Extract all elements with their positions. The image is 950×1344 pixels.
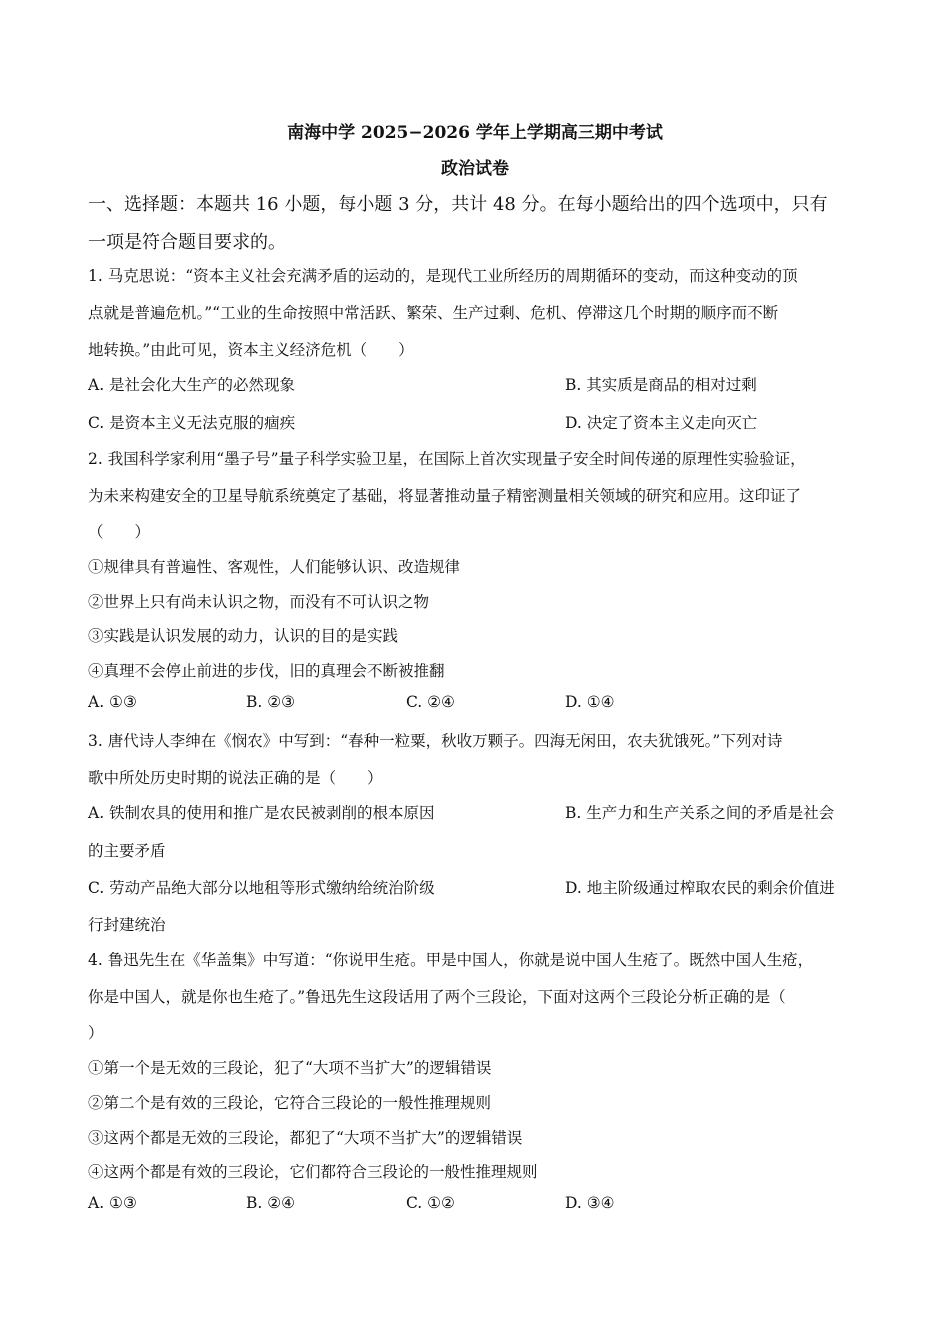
question-2-statement-4: ④真理不会停止前进的步伐，旧的真理会不断被推翻: [88, 662, 445, 680]
question-3-option-a: A. 铁制农具的使用和推广是农民被剥削的根本原因: [88, 804, 435, 822]
question-4-stem-line3: ）: [88, 1024, 104, 1042]
question-4-statement-1: ①第一个是无效的三段论，犯了“大项不当扩大”的逻辑错误: [88, 1059, 492, 1077]
question-1-option-c: C. 是资本主义无法克服的痼疾: [88, 414, 296, 432]
section-instruction-line1: 一、选择题：本题共 16 小题，每小题 3 分，共计 48 分。在每小题给出的四个选项中，只有: [88, 194, 828, 215]
question-2-option-d: D. ①④: [565, 693, 615, 711]
section-instruction-line2: 一项是符合题目要求的。: [88, 232, 286, 253]
question-4-option-b: B. ②④: [246, 1194, 296, 1212]
question-2-statement-3: ③实践是认识发展的动力，认识的目的是实践: [88, 627, 399, 645]
question-1-stem-line3: 地转换。”由此可见，资本主义经济危机（ ）: [88, 341, 414, 359]
question-2-option-a: A. ①③: [88, 693, 137, 711]
question-1-stem-line2: 点就是普遍危机。”“工业的生命按照中常活跃、繁荣、生产过剩、危机、停滞这几个时期的顺序而不断: [88, 304, 779, 322]
question-2-stem-line1: 2. 我国科学家利用“墨子号”量子科学实验卫星，在国际上首次实现量子安全时间传递的原理性实验验证，: [88, 450, 806, 468]
question-2-statement-2: ②世界上只有尚未认识之物，而没有不可认识之物: [88, 593, 430, 611]
question-4-stem-line2: 你是中国人，就是你也生疮了。”鲁迅先生这段话用了两个三段论，下面对这两个三段论分析正确的是（: [88, 988, 786, 1006]
question-4-option-d: D. ③④: [565, 1194, 615, 1212]
question-3-option-d: D. 地主阶级通过榨取农民的剩余价值进: [565, 879, 835, 897]
question-3-option-c: C. 劳动产品绝大部分以地租等形式缴纳给统治阶级: [88, 879, 435, 897]
question-2-statement-1: ①规律具有普遍性、客观性，人们能够认识、改造规律: [88, 558, 461, 576]
question-3-option-b-continued: 的主要矛盾: [88, 842, 166, 860]
question-2-option-b: B. ②③: [246, 693, 296, 711]
question-4-stem-line1: 4. 鲁迅先生在《华盖集》中写道：“你说甲生疮。甲是中国人，你就是说中国人生疮了。既然中国人生疮，: [88, 951, 814, 969]
question-3-option-d-continued: 行封建统治: [88, 916, 166, 934]
question-3-option-b: B. 生产力和生产关系之间的矛盾是社会: [565, 804, 835, 822]
question-3-stem-line1: 3. 唐代诗人李绅在《悯农》中写到：“春种一粒粟，秋收万颗子。四海无闲田，农夫犹饿死。”下列对诗: [88, 732, 783, 750]
question-4-option-a: A. ①③: [88, 1194, 137, 1212]
question-4-option-c: C. ①②: [406, 1194, 455, 1212]
question-4-statement-2: ②第二个是有效的三段论，它符合三段论的一般性推理规则: [88, 1094, 492, 1112]
question-1-option-a: A. 是社会化大生产的必然现象: [88, 376, 296, 394]
question-4-statement-3: ③这两个都是无效的三段论，都犯了“大项不当扩大”的逻辑错误: [88, 1129, 523, 1147]
exam-title: 南海中学 2025−2026 学年上学期高三期中考试: [287, 123, 663, 143]
question-4-statement-4: ④这两个都是有效的三段论，它们都符合三段论的一般性推理规则: [88, 1163, 538, 1181]
question-1-option-d: D. 决定了资本主义走向灭亡: [565, 414, 758, 432]
question-2-stem-line3: （ ）: [88, 523, 151, 541]
question-1-stem-line1: 1. 马克思说：“资本主义社会充满矛盾的运动的，是现代工业所经历的周期循环的变动，而这种变动的顶: [88, 267, 798, 285]
question-1-option-b: B. 其实质是商品的相对过剩: [565, 376, 757, 394]
question-2-stem-line2: 为未来构建安全的卫星导航系统奠定了基础，将显著推动量子精密测量相关领域的研究和应用。这印证了: [88, 487, 802, 505]
exam-subtitle: 政治试卷: [441, 159, 509, 179]
question-2-option-c: C. ②④: [406, 693, 455, 711]
question-3-stem-line2: 歌中所处历史时期的说法正确的是（ ）: [88, 769, 383, 787]
